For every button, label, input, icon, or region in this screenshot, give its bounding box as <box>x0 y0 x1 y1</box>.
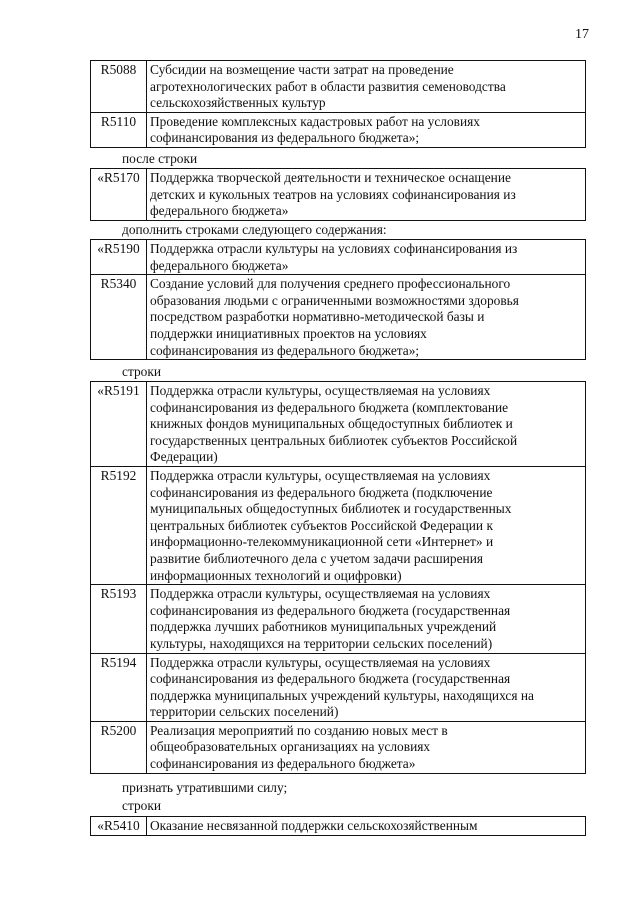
table-block-5 <box>90 816 586 836</box>
table-row <box>91 240 586 275</box>
table-block-3 <box>90 239 586 360</box>
table-block-2 <box>90 168 586 221</box>
note-lines-2: строки <box>122 798 162 813</box>
note-lines: строки <box>122 364 162 379</box>
budget-description <box>147 169 586 221</box>
budget-code: R5200 <box>91 721 147 773</box>
budget-code: «R5170 <box>91 169 147 221</box>
budget-code: R5088 <box>91 61 147 113</box>
budget-description <box>147 382 586 467</box>
description-line: софинансирования из федерального бюджета»; <box>150 130 420 146</box>
budget-code: «R5190 <box>91 240 147 275</box>
description-line: Поддержка отрасли культуры, осуществляемая на условиях <box>150 383 491 398</box>
description-line: поддержки инициативных проектов на условиях <box>150 325 427 341</box>
table-row <box>91 466 586 584</box>
budget-description <box>147 466 586 584</box>
description-line: софинансирования из федерального бюджета (государственная <box>150 602 511 618</box>
description-line: Реализация мероприятий по созданию новых мест в <box>150 722 448 738</box>
budget-description <box>147 653 586 721</box>
description-line: посредством разработки нормативно-методической базы и <box>150 309 485 325</box>
description-line: общеобразовательных организациях на условиях <box>150 739 431 755</box>
description-line: федерального бюджета» <box>150 203 289 219</box>
note-repealed: признать утратившими силу; <box>122 780 288 795</box>
table-row <box>91 275 586 360</box>
description-line: развитие библиотечного дела с учетом задачи расширения <box>150 550 484 566</box>
table-row <box>91 585 586 653</box>
table-row <box>91 817 586 836</box>
description-line: сельскохозяйственных культур <box>150 95 326 111</box>
budget-code: «R5191 <box>91 382 147 467</box>
description-line: поддержка муниципальных учреждений культуры, находящихся на <box>150 687 534 703</box>
table-row <box>91 382 586 467</box>
code-table <box>90 816 586 836</box>
description-line: центральных библиотек субъектов Российской Федерации к <box>150 517 493 533</box>
budget-code: R5110 <box>91 112 147 147</box>
description-line: книжных фондов муниципальных общедоступных библиотек и <box>150 416 513 432</box>
budget-description <box>147 721 586 773</box>
budget-code: R5192 <box>91 466 147 584</box>
code-table <box>90 60 586 148</box>
description-line: Субсидии на возмещение части затрат на проведение <box>150 62 454 77</box>
description-line: агротехнологических работ в области развития семеноводства <box>150 78 506 94</box>
table-row <box>91 169 586 221</box>
description-line: софинансирования из федерального бюджета»; <box>150 342 420 358</box>
budget-description <box>147 585 586 653</box>
description-line: Создание условий для получения среднего профессионального <box>150 276 511 292</box>
description-line: софинансирования из федерального бюджета» <box>150 756 416 772</box>
code-table <box>90 381 586 774</box>
budget-code: R5340 <box>91 275 147 360</box>
budget-description <box>147 61 586 113</box>
description-line: федерального бюджета» <box>150 257 289 273</box>
description-line: Поддержка отрасли культуры, осуществляемая на условиях <box>150 654 491 670</box>
description-line: софинансирования из федерального бюджета (комплектование <box>150 399 509 415</box>
description-line: культуры, находящихся на территории сельских поселений) <box>150 635 493 651</box>
table-row <box>91 721 586 773</box>
budget-description <box>147 817 586 836</box>
description-line: детских и кукольных театров на условиях софинансирования из <box>150 186 516 202</box>
description-line: муниципальных общедоступных библиотек и государственных <box>150 501 512 517</box>
description-line: софинансирования из федерального бюджета (государственная <box>150 671 511 687</box>
code-table <box>90 168 586 221</box>
description-line: Поддержка отрасли культуры на условиях софинансирования из <box>150 241 518 256</box>
page-number: 17 <box>575 27 589 42</box>
description-line: образования людьми с ограниченными возможностями здоровья <box>150 292 519 308</box>
note-add-lines: дополнить строками следующего содержания: <box>122 222 387 237</box>
description-line: Проведение комплексных кадастровых работ на условиях <box>150 113 481 129</box>
description-line: софинансирования из федерального бюджета (подключение <box>150 484 493 500</box>
budget-code: «R5410 <box>91 817 147 836</box>
budget-code: R5193 <box>91 585 147 653</box>
note-after-line: после строки <box>122 151 198 166</box>
table-block-1 <box>90 60 586 148</box>
description-line: Оказание несвязанной поддержки сельскохозяйственным <box>150 818 478 833</box>
table-block-4 <box>90 381 586 774</box>
description-line: Федерации) <box>150 449 218 465</box>
budget-description <box>147 240 586 275</box>
description-line: информационно-телекоммуникационной сети «Интернет» и <box>150 534 494 550</box>
description-line: территории сельских поселений) <box>150 704 339 720</box>
table-row <box>91 112 586 147</box>
description-line: Поддержка отрасли культуры, осуществляемая на условиях <box>150 467 491 483</box>
budget-description <box>147 112 586 147</box>
description-line: государственных центральных библиотек субъектов Российской <box>150 432 518 448</box>
description-line: Поддержка творческой деятельности и техническое оснащение <box>150 170 511 185</box>
budget-description <box>147 275 586 360</box>
table-row <box>91 61 586 113</box>
description-line: поддержка лучших работников муниципальных учреждений <box>150 619 497 635</box>
description-line: информационных технологий и оцифровки) <box>150 567 402 583</box>
code-table <box>90 239 586 360</box>
description-line: Поддержка отрасли культуры, осуществляемая на условиях <box>150 586 491 602</box>
budget-code: R5194 <box>91 653 147 721</box>
table-row <box>91 653 586 721</box>
